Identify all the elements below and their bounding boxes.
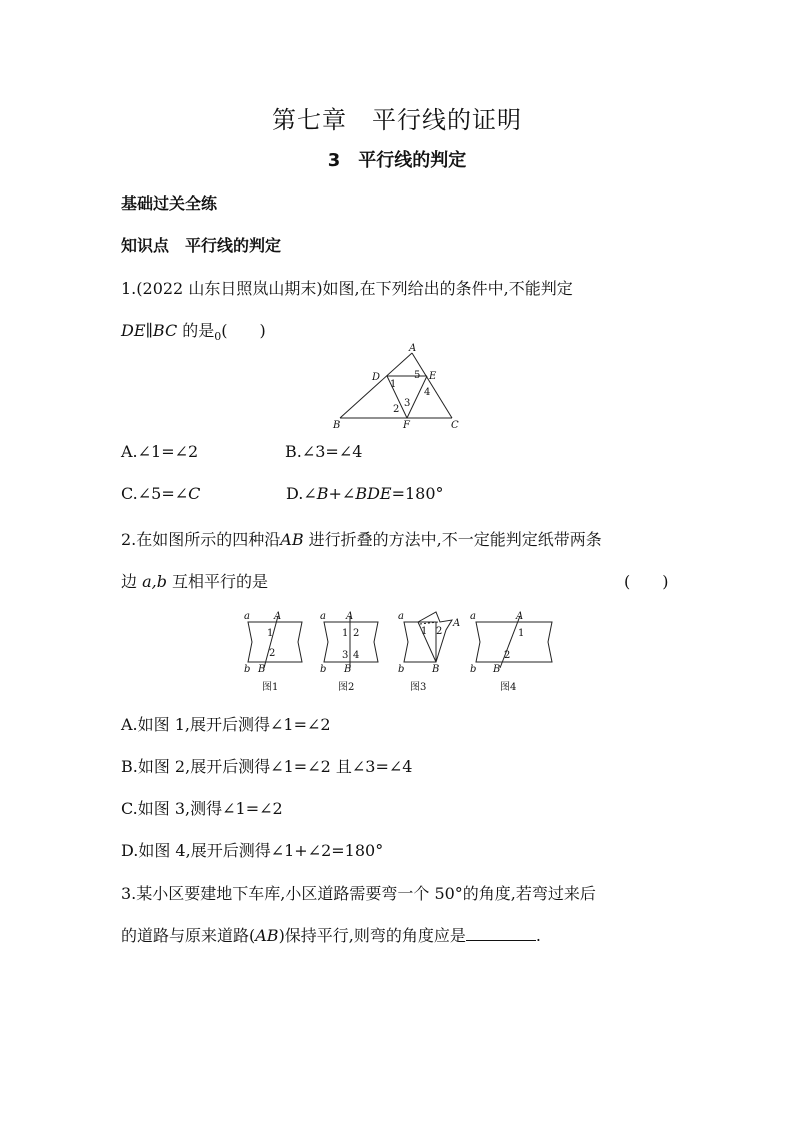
q1-line2	[121, 318, 266, 343]
line-ab	[340, 353, 412, 418]
fig1	[248, 616, 302, 668]
q3-line2-end: .	[535, 926, 541, 945]
q2-line1-pre: 2.在如图所示的四种沿	[121, 530, 281, 549]
q1-option-c[interactable]	[121, 484, 200, 503]
angle-4: 4	[424, 387, 431, 398]
label-c: C	[451, 420, 459, 430]
fig2-angle-2: 2	[353, 628, 360, 639]
q2-line2-post: 互相平行的是	[166, 572, 269, 591]
fig2-angle-3: 3	[342, 650, 349, 661]
q3-line1: 3.某小区要建地下车库,小区道路需要弯一个 50°的角度,若弯过来后	[121, 884, 596, 903]
q1-line1: 1.(2022 山东日照岚山期末)如图,在下列给出的条件中,不能判定	[121, 279, 573, 298]
fig2-angle-4: 4	[353, 650, 360, 661]
q2-line2	[121, 569, 268, 592]
q1-line2-text: 的是	[177, 321, 215, 340]
fig3-label-big-a: A	[453, 618, 461, 629]
caption-fig4: 图4	[500, 682, 517, 693]
fig1-angle-1: 1	[267, 628, 274, 639]
caption-fig3: 图3	[410, 682, 427, 693]
q2-folding-figures	[240, 606, 560, 696]
fig4-angle-1: 1	[518, 628, 525, 639]
label-f: F	[403, 420, 410, 430]
line-ac	[412, 353, 452, 418]
q1-option-b[interactable]: B.∠3=∠4	[285, 442, 363, 461]
fig2-label-big-b: B	[344, 664, 352, 675]
q2-option-b[interactable]: B.如图 2,展开后测得∠1=∠2 且∠3=∠4	[121, 757, 413, 776]
fig3-angle-1: 1	[421, 626, 428, 637]
fig3-label-a: a	[398, 611, 404, 622]
label-d: D	[372, 372, 381, 383]
q2-paren: ( )	[624, 572, 669, 591]
chapter-title: 第七章 平行线的证明	[272, 106, 522, 134]
fig2	[324, 616, 378, 668]
q1-option-a[interactable]: A.∠1=∠2	[121, 442, 199, 461]
heading-knowledge-point: 知识点 平行线的判定	[121, 236, 282, 255]
heading-basic-practice: 基础过关全练	[121, 194, 218, 213]
q1-option-d-pre: D.∠	[286, 484, 317, 503]
q1-option-d-post: =180°	[391, 484, 444, 503]
fig3-label-big-b: B	[432, 664, 440, 675]
q1-subscript: 0	[214, 330, 222, 344]
fig4-label-big-a: A	[516, 611, 524, 622]
q1-option-d-var2: BDE	[355, 484, 392, 503]
q2-line2-pre: 边	[121, 572, 143, 591]
q1-option-d-var1: B	[316, 484, 329, 503]
q1-option-d[interactable]	[286, 484, 444, 503]
fig2-label-b: b	[320, 664, 327, 675]
fig4-label-b: b	[470, 664, 477, 675]
q2-line2-var: a,b	[142, 572, 167, 591]
angle-5: 5	[414, 370, 421, 381]
fig2-label-a: a	[320, 611, 326, 622]
fig3-label-b: b	[398, 664, 405, 675]
fig1-label-big-b: B	[258, 664, 266, 675]
fig1-label-big-a: A	[274, 611, 282, 622]
angle-3: 3	[404, 398, 411, 409]
label-a: A	[409, 343, 417, 354]
q1-var-de-bc: DE∥BC	[121, 321, 178, 340]
caption-fig1: 图1	[262, 682, 279, 693]
fig3-angle-2: 2	[436, 626, 443, 637]
q1-paren: ( )	[221, 321, 266, 340]
q3-line2-post: )保持平行,则弯的角度应是	[278, 926, 466, 945]
fig2-label-big-a: A	[346, 611, 354, 622]
fig4-label-a: a	[470, 611, 476, 622]
q3-line2	[121, 923, 541, 946]
q1-option-d-mid: +∠	[328, 484, 356, 503]
q2-line1-var: AB	[280, 530, 304, 549]
q3-answer-blank[interactable]	[466, 926, 536, 941]
fig1-label-b: b	[244, 664, 251, 675]
q2-option-d[interactable]: D.如图 4,展开后测得∠1+∠2=180°	[121, 841, 384, 860]
fig2-angle-1: 1	[342, 628, 349, 639]
q2-option-a[interactable]: A.如图 1,展开后测得∠1=∠2	[121, 715, 331, 734]
fig4	[476, 616, 552, 668]
fig3	[404, 612, 452, 662]
q1-option-c-var: C	[188, 484, 201, 503]
angle-1: 1	[390, 379, 397, 390]
q3-line2-var: AB	[255, 926, 279, 945]
label-b: B	[333, 420, 341, 430]
fig1-label-a: a	[244, 611, 250, 622]
fig1-angle-2: 2	[269, 648, 276, 659]
section-title: 3 平行线的判定	[327, 150, 467, 171]
caption-fig2: 图2	[338, 682, 355, 693]
q1-option-c-text: C.∠5=∠	[121, 484, 189, 503]
q3-line2-pre: 的道路与原来道路(	[121, 926, 256, 945]
q2-option-c[interactable]: C.如图 3,测得∠1=∠2	[121, 799, 283, 818]
q1-triangle-figure	[330, 342, 466, 430]
angle-2: 2	[393, 404, 400, 415]
fig4-angle-2: 2	[504, 650, 511, 661]
fig4-label-big-b: B	[493, 664, 501, 675]
label-e: E	[429, 371, 437, 382]
q2-line1-post: 进行折叠的方法中,不一定能判定纸带两条	[303, 530, 602, 549]
q2-line1	[121, 527, 602, 550]
